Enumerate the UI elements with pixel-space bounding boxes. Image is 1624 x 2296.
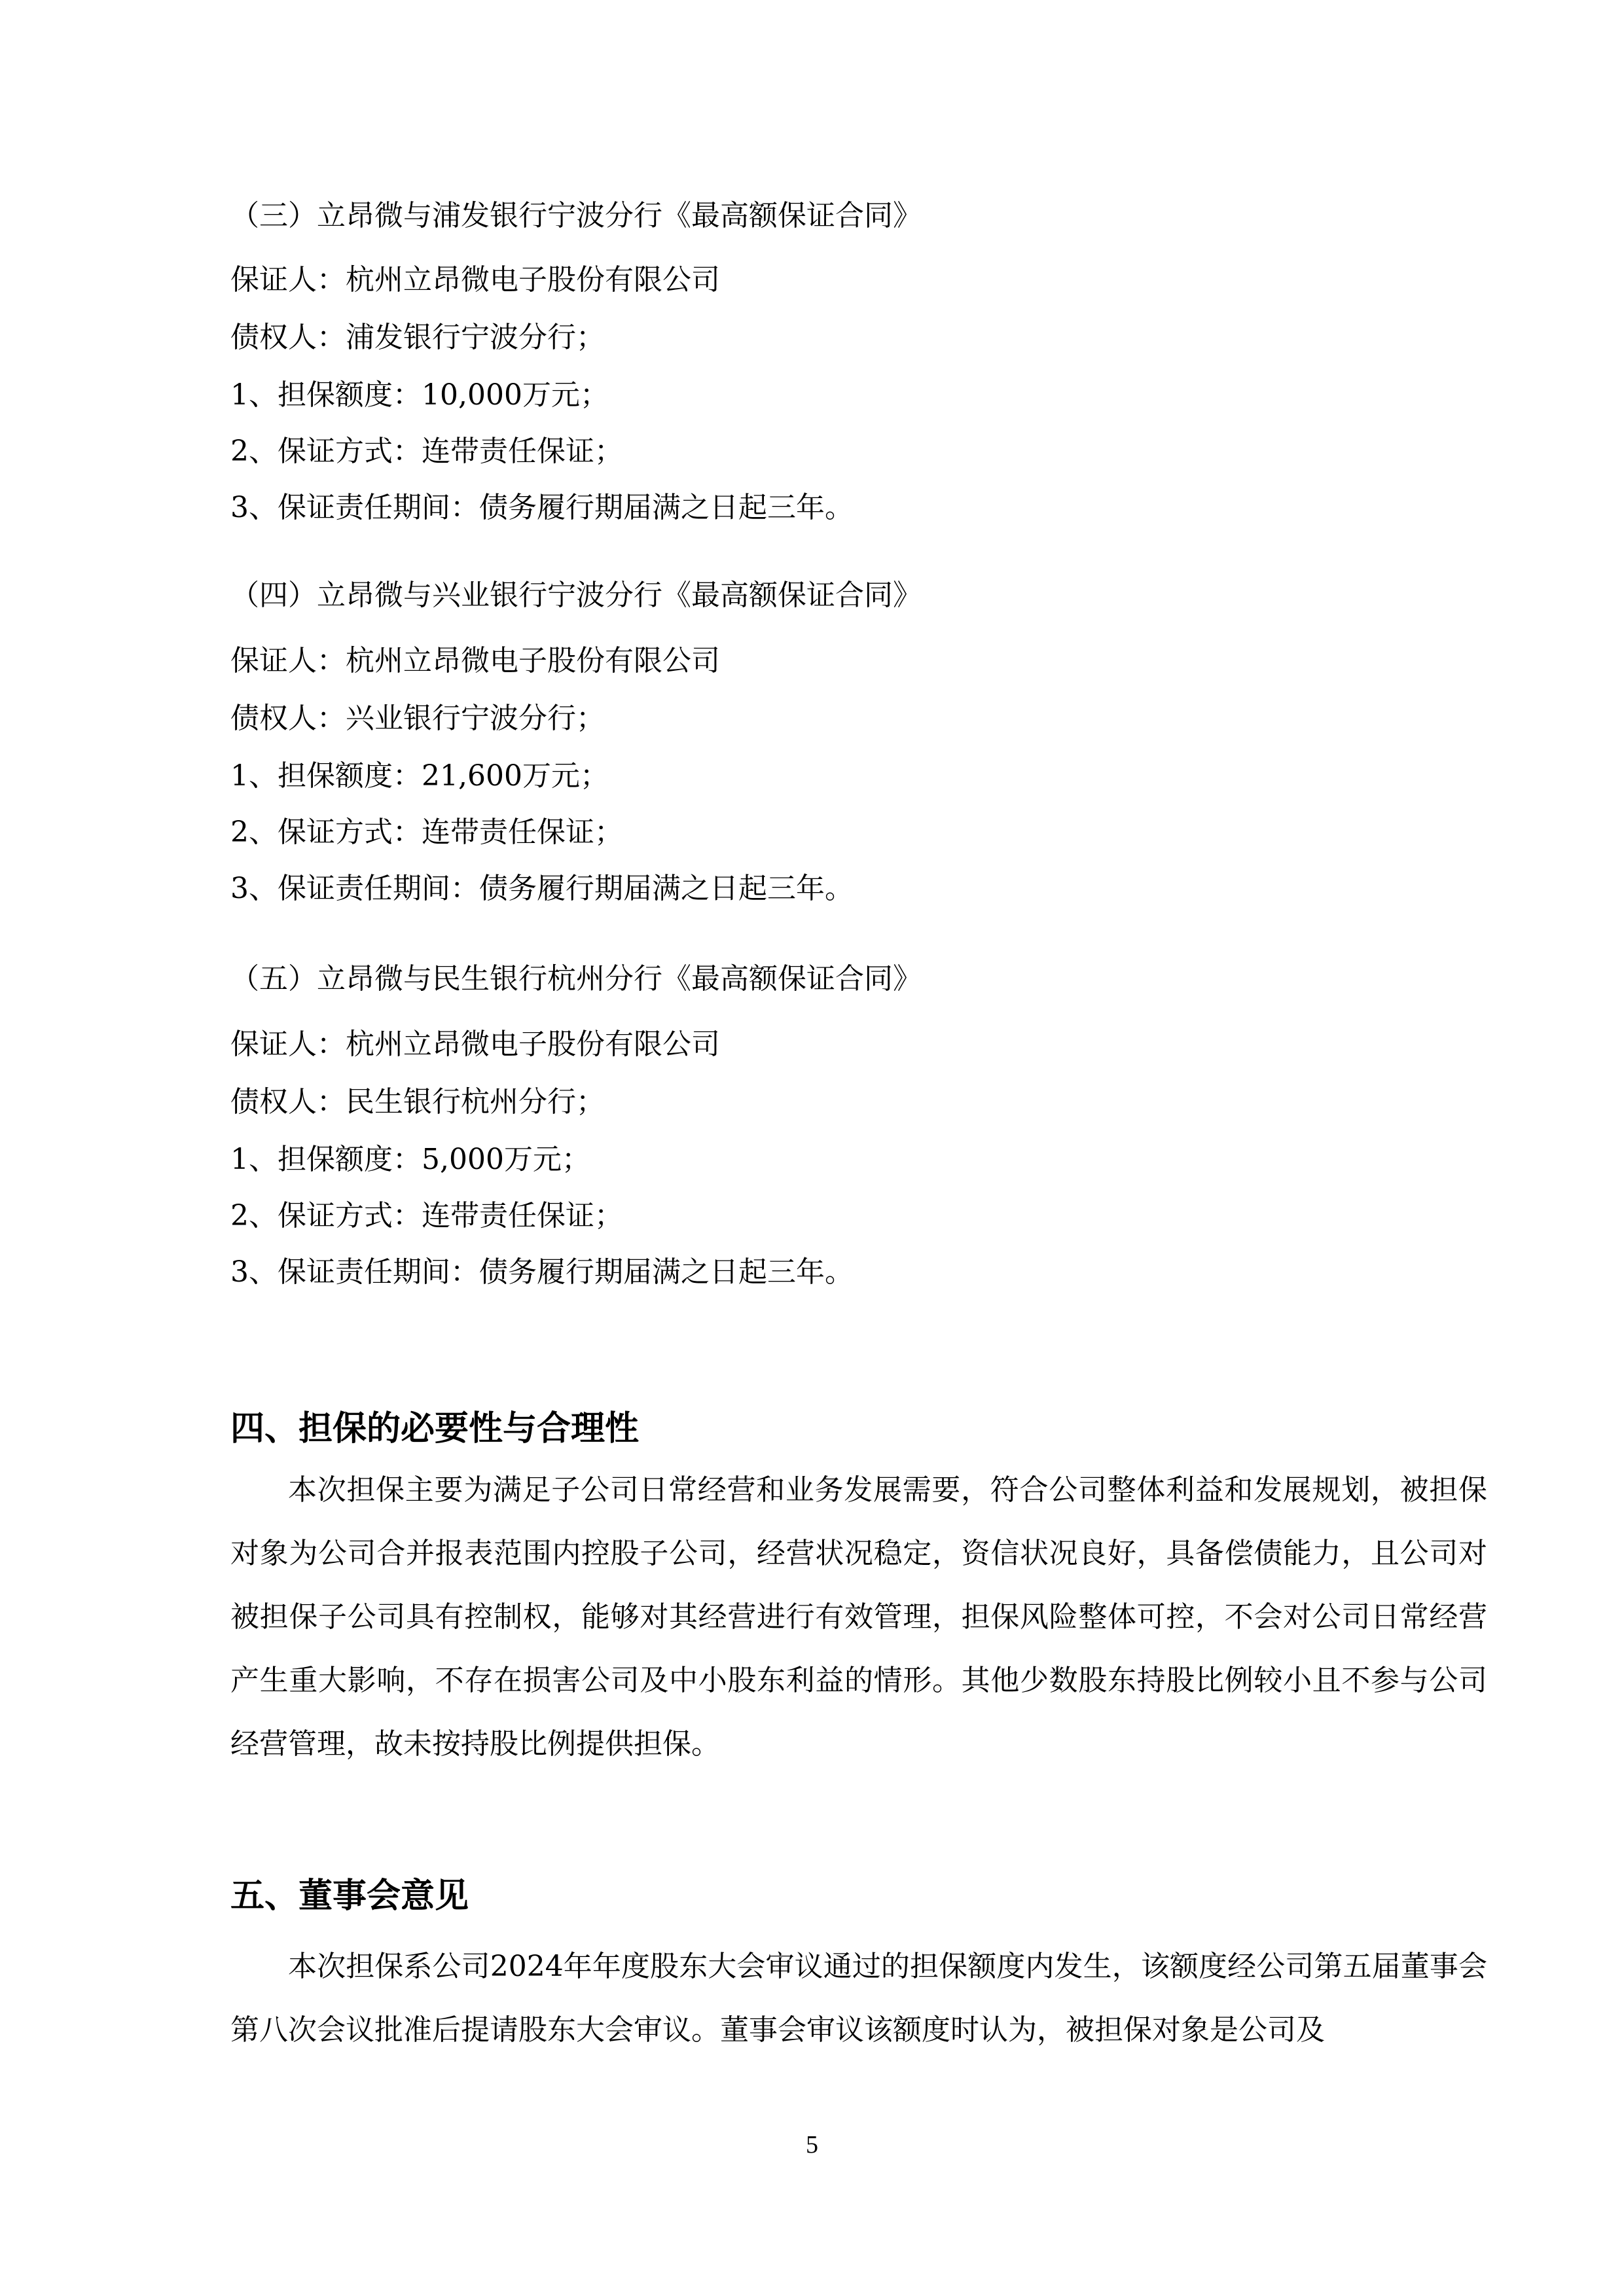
guarantor-5: 保证人：杭州立昂微电子股份有限公司 [230, 1028, 720, 1061]
item-method-4: 2、保证方式：连带责任保证； [230, 816, 623, 849]
contract-title-5: （五）立昂微与民生银行杭州分行《最高额保证合同》 [230, 962, 922, 996]
item-amount-4: 1、担保额度：21,600万元； [230, 759, 609, 793]
item-method-5: 2、保证方式：连带责任保证； [230, 1199, 623, 1232]
section-heading-necessity: 四、担保的必要性与合理性 [230, 1409, 640, 1448]
section-heading-board-opinion: 五、董事会意见 [230, 1876, 469, 1916]
section-body-board-opinion: 本次担保系公司2024年年度股东大会审议通过的担保额度内发生，该额度经公司第五届董事会第八次会议批准后提请股东大会审议。董事会审议该额度时认为，被担保对象是公司及 [230, 1950, 1487, 2047]
contract-title-3: （三）立昂微与浦发银行宁波分行《最高额保证合同》 [230, 199, 922, 232]
creditor-5: 债权人：民生银行杭州分行； [230, 1085, 605, 1119]
guarantor-3: 保证人：杭州立昂微电子股份有限公司 [230, 263, 720, 296]
item-method-3: 2、保证方式：连带责任保证； [230, 435, 623, 468]
item-period-3: 3、保证责任期间：债务履行期届满之日起三年。 [230, 491, 854, 524]
guarantor-4: 保证人：杭州立昂微电子股份有限公司 [230, 644, 720, 677]
contract-title-4: （四）立昂微与兴业银行宁波分行《最高额保证合同》 [230, 579, 922, 612]
creditor-4: 债权人：兴业银行宁波分行； [230, 702, 605, 735]
item-amount-5: 1、担保额度：5,000万元； [230, 1143, 590, 1176]
section-body-necessity: 本次担保主要为满足子公司日常经营和业务发展需要，符合公司整体利益和发展规划，被担保对象为公司合并报表范围内控股子公司，经营状况稳定，资信状况良好，具备偿债能力，且公司对被担保子公司具有控制权，能够对其经营进行有效管理，担保风险整体可控，不会对公司日常经营产生重大影响，不存在损害公司及中小股东利益的情形。其他少数股东持股比例较小且不参与公司经营管理，故未按持股比例提供担保。 [230, 1473, 1487, 1761]
creditor-3: 债权人：浦发银行宁波分行； [230, 321, 605, 354]
item-period-5: 3、保证责任期间：债务履行期届满之日起三年。 [230, 1255, 854, 1289]
item-period-4: 3、保证责任期间：债务履行期届满之日起三年。 [230, 872, 854, 905]
page-number: 5 [806, 2131, 818, 2159]
item-amount-3: 1、担保额度：10,000万元； [230, 378, 609, 412]
